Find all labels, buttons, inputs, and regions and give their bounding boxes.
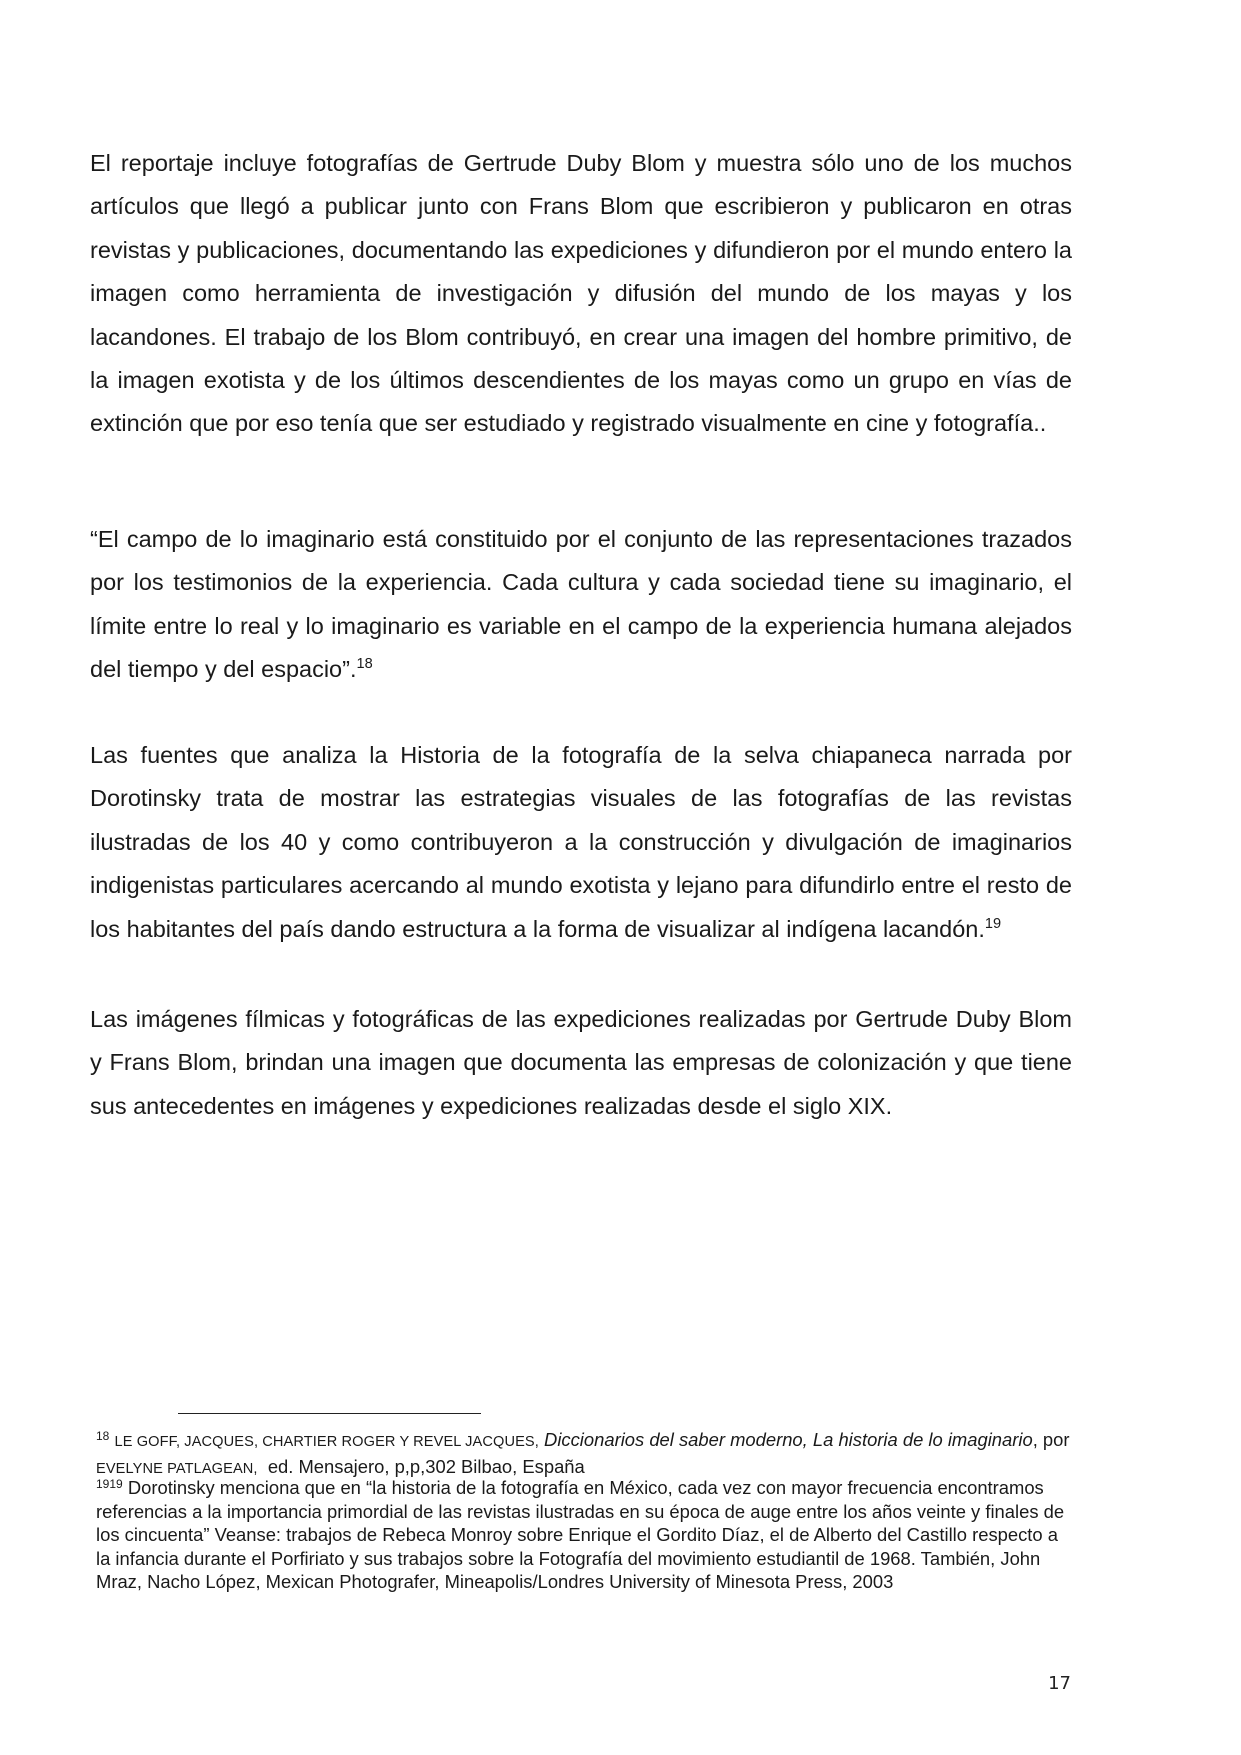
footnote-publisher: ed. Mensajero, p,p,302 Bilbao, España xyxy=(267,1455,585,1477)
paragraph-quote-imaginario xyxy=(90,518,1072,692)
footnote-editor: EVELYNE PATLAGEAN, xyxy=(96,1460,258,1477)
footnote-19 xyxy=(96,1476,1076,1594)
footnote-ref-19[interactable]: 19 xyxy=(984,915,1002,932)
footnote-separator xyxy=(178,1413,481,1414)
paragraph-dorotinsky xyxy=(90,734,1072,951)
paragraph-text: Las fuentes que analiza la Historia de la fotografía de la selva chiapaneca narrada por Dorotinsky trata de mostrar las estrategias visuales de las fotografías de las revistas ilustradas de los 40 y como contribuyeron a la construcción y divulgación de imaginarios indigenistas particulares acercando al mundo exotista y lejano para difundirlo entre el resto de los habitantes del país dando estructura a la forma de visualizar al indígena lacandón. xyxy=(90,742,1072,942)
footnote-authors: LE GOFF, JACQUES, CHARTIER ROGER Y REVEL JACQUES, xyxy=(114,1434,539,1450)
footnote-ref-18[interactable]: 18 xyxy=(356,656,373,673)
page-number: 17 xyxy=(1048,1673,1071,1694)
paragraph-text: El reportaje incluye fotografías de Gertrude Duby Blom y muestra sólo uno de los muchos artículos que llegó a publicar junto con Frans Blom que escribieron y publicaron en otras revistas y publicaciones, documentando las expediciones y difundieron por el mundo entero la imagen como herramienta de investigación y difusión del mundo de los mayas y los lacandones. El trabajo de los Blom contribuyó, en crear una imagen del hombre primitivo, de la imagen exotista y de los últimos descendientes de los mayas como un grupo en vías de extinción que por eso tenía que ser estudiado y registrado visualmente en cine y fotografía.. xyxy=(90,150,1072,437)
footnote-text: Dorotinsky menciona que en “la historia de la fotografía en México, cada vez con mayor frecuencia encontramos referencias a la importancia primordial de las revistas ilustradas en su época de auge entre los años veinte y finales de los cincuenta” Veanse: trabajos de Rebeca Monroy sobre Enrique el Gordito Díaz, el de Alberto del Castillo respecto a la infancia durante el Porfiriato y sus trabajos sobre la Fotografía del movimiento estudiantil de 1968. También, John Mraz, Nacho López, Mexican Photografer, Mineapolis/Londres University of Minesota Press, 2003 xyxy=(96,1477,1065,1592)
paragraph-blom-reportaje xyxy=(90,142,1072,446)
footnote-number: 1919 xyxy=(96,1477,123,1491)
footnote-number: 18 xyxy=(96,1429,110,1443)
paragraph-text: “El campo de lo imaginario está constituido por el conjunto de las representaciones trazados por los testimonios de la experiencia. Cada cultura y cada sociedad tiene su imaginario, el límite entre lo real y lo imaginario es variable en el campo de la experiencia humana alejados del tiempo y del espacio”. xyxy=(90,526,1072,683)
footnote-por: , por xyxy=(1032,1429,1070,1450)
paragraph-text: Las imágenes fílmicas y fotográficas de las expediciones realizadas por Gertrude Duby Blom y Frans Blom, brindan una imagen que documenta las empresas de colonización y que tiene sus antecedentes en imágenes y expediciones realizadas desde el siglo XIX. xyxy=(90,1006,1072,1119)
footnote-title: Diccionarios del saber moderno, La historia de lo imaginario xyxy=(544,1429,1033,1450)
footnote-18 xyxy=(96,1428,1076,1481)
paragraph-imagenes-filmicas xyxy=(90,998,1072,1128)
